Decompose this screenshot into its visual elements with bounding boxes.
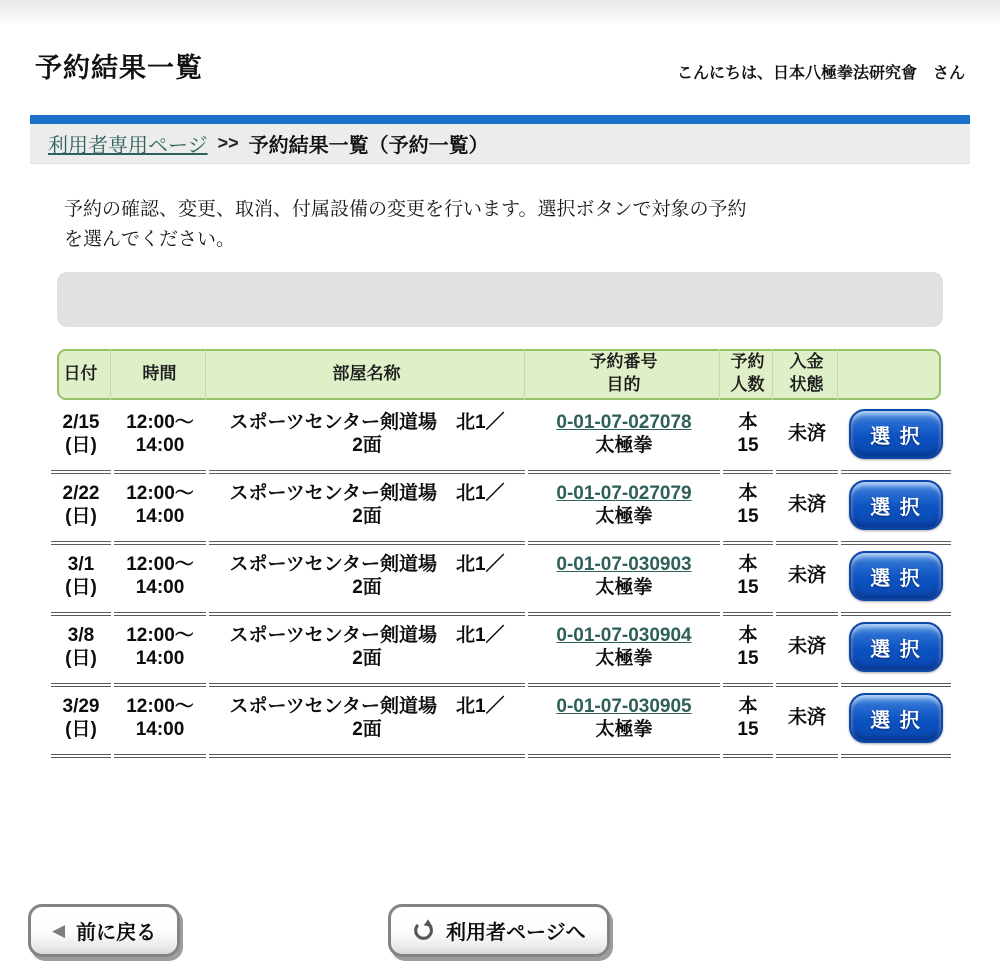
column-header-select (841, 349, 951, 400)
select-button[interactable]: 選 択 (849, 551, 943, 601)
description-line2: を選んでください。 (64, 229, 236, 251)
select-button[interactable]: 選 択 (849, 622, 943, 672)
select-cell (841, 403, 951, 474)
page-description (64, 195, 940, 256)
breadcrumb-separator: >> (217, 133, 239, 153)
room-name-cell: スポーツセンター剣道場 北1／ 2面 (209, 545, 525, 616)
user-greeting: こんにちは、日本八極拳法研究會 さん (676, 65, 965, 82)
time-cell: 12:00～ 14:00 (114, 687, 206, 758)
circular-arrow-icon (412, 919, 435, 942)
select-cell (841, 545, 951, 616)
payment-status-cell (776, 403, 838, 474)
reservation-number-link[interactable]: 0-01-07-030904 (556, 624, 692, 646)
select-cell (841, 616, 951, 687)
reservation-table (51, 349, 951, 758)
column-header-count: 予約 人数 (723, 349, 773, 400)
select-cell (841, 474, 951, 545)
select-cell (841, 687, 951, 758)
room-name-cell: スポーツセンター剣道場 北1／ 2面 (209, 474, 525, 545)
page-title: 予約結果一覧 (35, 53, 203, 83)
room-name-cell: スポーツセンター剣道場 北1／ 2面 (209, 616, 525, 687)
column-header-time: 時間 (114, 349, 206, 400)
page-footer (0, 904, 1000, 964)
payment-status: 未済 (787, 423, 826, 445)
time-cell: 12:00～ 14:00 (114, 474, 206, 545)
column-header-date: 日付 (51, 349, 111, 400)
count-cell: 本 15 (723, 403, 773, 474)
count-cell: 本 15 (723, 616, 773, 687)
purpose-label: 太極拳 (595, 648, 653, 670)
date-cell: 3/8 (日) (51, 616, 111, 687)
back-button[interactable] (28, 904, 180, 957)
user-page-button-label: 利用者ページへ (446, 921, 586, 944)
reservation-number-link[interactable]: 0-01-07-030903 (556, 553, 692, 575)
select-button[interactable]: 選 択 (849, 693, 943, 743)
breadcrumb (30, 124, 970, 164)
table-row (51, 545, 951, 616)
table-header-row (51, 349, 951, 400)
column-header-number-purpose: 予約番号 目的 (528, 349, 720, 400)
breadcrumb-current-page: 予約結果一覧（予約一覧） (248, 135, 489, 157)
reservation-number-link[interactable]: 0-01-07-030905 (556, 695, 692, 717)
table-row (51, 403, 951, 474)
table-row (51, 474, 951, 545)
time-cell: 12:00～ 14:00 (114, 545, 206, 616)
table-row (51, 687, 951, 758)
table-row (51, 616, 951, 687)
select-button[interactable]: 選 択 (849, 480, 943, 530)
breadcrumb-link-user-page[interactable]: 利用者専用ページ (48, 135, 208, 157)
date-cell: 2/22 (日) (51, 474, 111, 545)
back-triangle-icon: ◀ (52, 920, 66, 940)
room-name-cell: スポーツセンター剣道場 北1／ 2面 (209, 403, 525, 474)
number-purpose-cell (528, 403, 720, 474)
payment-status-cell (776, 474, 838, 545)
date-cell: 3/29 (日) (51, 687, 111, 758)
number-purpose-cell (528, 616, 720, 687)
page-header (0, 0, 1000, 85)
purpose-label: 太極拳 (595, 719, 653, 741)
payment-status-cell (776, 687, 838, 758)
time-cell: 12:00～ 14:00 (114, 403, 206, 474)
date-cell: 2/15 (日) (51, 403, 111, 474)
count-cell: 本 15 (723, 474, 773, 545)
count-cell: 本 15 (723, 545, 773, 616)
number-purpose-cell (528, 687, 720, 758)
user-page-button[interactable] (388, 904, 610, 957)
back-button-label: 前に戻る (76, 921, 157, 944)
payment-status: 未済 (787, 707, 826, 729)
blue-divider-bar (30, 115, 970, 124)
date-cell: 3/1 (日) (51, 545, 111, 616)
column-header-payment: 入金 状態 (776, 349, 838, 400)
payment-status: 未済 (787, 565, 826, 587)
reservation-rows (51, 403, 951, 758)
purpose-label: 太極拳 (595, 506, 653, 528)
description-line1: 予約の確認、変更、取消、付属設備の変更を行います。選択ボタンで対象の予約 (64, 199, 747, 220)
empty-message-box (57, 272, 943, 327)
reservation-number-link[interactable]: 0-01-07-027079 (556, 482, 692, 504)
room-name-cell: スポーツセンター剣道場 北1／ 2面 (209, 687, 525, 758)
purpose-label: 太極拳 (595, 577, 653, 599)
payment-status-cell (776, 616, 838, 687)
time-cell: 12:00～ 14:00 (114, 616, 206, 687)
column-header-room: 部屋名称 (209, 349, 525, 400)
reservation-number-link[interactable]: 0-01-07-027078 (556, 411, 692, 433)
number-purpose-cell (528, 474, 720, 545)
payment-status-cell (776, 545, 838, 616)
payment-status: 未済 (787, 494, 826, 516)
purpose-label: 太極拳 (595, 435, 653, 457)
count-cell: 本 15 (723, 687, 773, 758)
number-purpose-cell (528, 545, 720, 616)
payment-status: 未済 (787, 636, 826, 658)
select-button[interactable]: 選 択 (849, 409, 943, 459)
